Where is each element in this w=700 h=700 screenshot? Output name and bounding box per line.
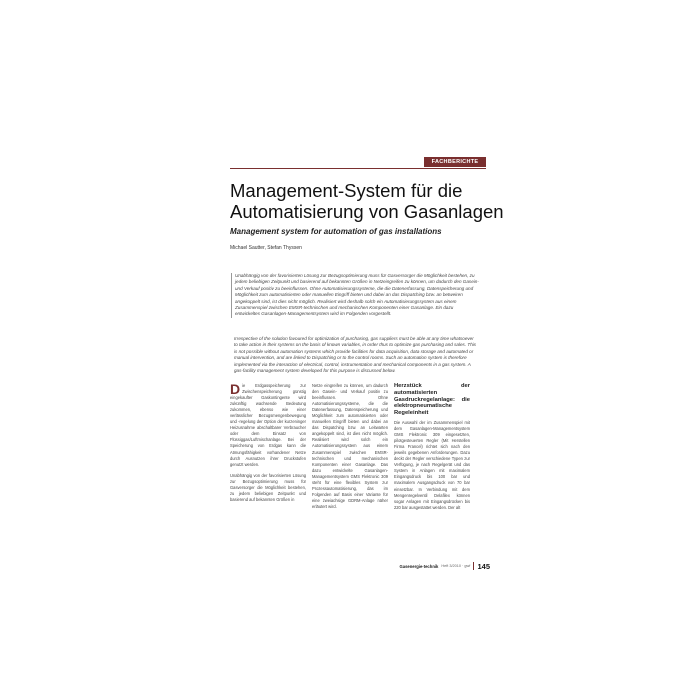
authors: Michael Sautter, Stefan Thyssen (230, 245, 302, 251)
footer-divider (473, 562, 474, 570)
abstract-german (231, 273, 479, 318)
body-paragraph: Netze eingreifen zu können, um dadurch den Gasein- und Verkauf positiv zu beeinflussen. Ohne Automatisierungssysteme, die die Datenerfassung, Datenspeicherung und Möglichkeit zum automatisierten oder manuellen Eingriff bieten und dabei an das Dispatching bzw. an Leitwarten angekoppelt sind, ist dies nicht möglich. Realisiert wird solch ein Automatisierungssystem aus einem Zusammenspiel zwischen EMSR-technischen und mechanischen Komponenten einer Gasanlage. Das dazu entwickelte Gasanlagen-Managementsystem GMS Flektronic 309 steht für eine flexibles System zur Prozessautomatisierung, das im Folgenden auf Basis einer Variante für eine zweiachsige GDRM-Anlage näher erläutert wird. (312, 383, 388, 509)
body-paragraph: Unabhängig von der favorisierten Lösung zur Bezugsoptimierung muss für Gasversorger die Möglichkeit bestehen, zu jedem beliebigen Zeitpunkt und basierend auf bekannten Größen in (230, 472, 306, 502)
body-paragraph: ie Erdgasspeicherung zur Zwischenspeicherung günstig eingekaufter Gaskontingente wird zukünftig wachsende Bedeutung zukommen, ebenso wie einer verlässlicher Bezugsmengenbewegung und -regelung der Option der kurzeninger Heizusnahme abschaltbarer Verbraucher oder dem Einsatz von Flüssiggas/Luftmischanlage. Bei der Speicherung von Erdgas kann die Atmungsfähigkeit vorhandener Netze durch Ausnutzen ihrer Druckstufen genutzt werden. (230, 383, 306, 467)
page-footer (384, 561, 490, 571)
header-rule (230, 168, 486, 169)
issue-info: Heft 3/2010 · gwf (441, 564, 471, 568)
page-number: 145 (477, 561, 490, 571)
body-column-3 (394, 383, 470, 516)
body-paragraph: Die Auswahl der im Zusammenspiel mit dem Gasanlagen-Managementsystem GMS Flektronic 309 eingesetzten, pilotgesteuerten Regler (Mit Herstellen Firma Francel) richtet sich nach den jeweils gegebenen Anforderungen. Dazu deckt der Regler verschiedene Typen zur Verfügung, je nach Regelgerät und das System in Anlagen mit maximalem Eingangsdruck bis 100 bar und maximalem Ausgangsdruck von 70 bar einsetzbar. In Verbindung mit dem Mengenregelventil Delafilex können sogar Anlagen mit Eingangsdrücken bis 220 bar ausgestattet werden. Der alt (394, 419, 470, 510)
article-title: Management-System für die Automatisierung von Gasanlagen (230, 180, 504, 222)
drop-cap: D (230, 381, 241, 397)
body-column-2 (312, 383, 388, 515)
abstract-german-text: Unabhängig von der favorisierten Lösung zur Bezugsoptimierung muss für Gasversorger die Möglichkeit bestehen, zu jedem beliebigen Zeitpunkt und basierend auf bekannten Größen in Netzeingreifen zu können, um dadurch den Gasein- und Verkauf positiv zu beeinflussen. Ohne Automatisierungssysteme, die die Datenerfassung, Datenspeicherung und Möglichkeit zum automatisierten oder manuellen Eingriff bieten und dabei an das Dispatching bzw. an betweiren angekoppelt sind, ist dies nicht möglich. Realisiert wird deshalb solch ein Automatisierungssystem aus einem Zusammenspiel zwischen EMSR-technischen und mechanischen Komponenten einer Gasanlage. Ein dazu entwickeltes Gasanlagen-Managementsystem wird im Folgenden vorgestellt. (235, 273, 479, 317)
abstract-english-text: Irrespective of the solution favoured for optimization of purchasing, gas suppliers must be able at any time whatsoever to take action in their systems on the basis of known variables, in order thus to optimize gas purchasing and sales. This is not possible without automation systems which provide facilities for data acquisition, data storage and automated or manual intervention, and are linked to Dispatching or to the control rooms. Such an automation system is therefore implemented via the interaction of electrical, control, instrumentation and mechanical components in a gas system. A gas-facility management system developed for this purpose is discussed below. (234, 336, 477, 374)
section-heading: Herzstück der automatisierten Gasdruckregelanlage: die elektropneumatische Regeleinheit (394, 383, 470, 417)
abstract-english (231, 336, 478, 374)
body-column-1 (230, 383, 306, 508)
article-subtitle: Management system for automation of gas installations (230, 227, 442, 236)
journal-name: Gasenergie-technik (399, 563, 439, 569)
section-tag: FACHBERICHTE (424, 157, 486, 167)
